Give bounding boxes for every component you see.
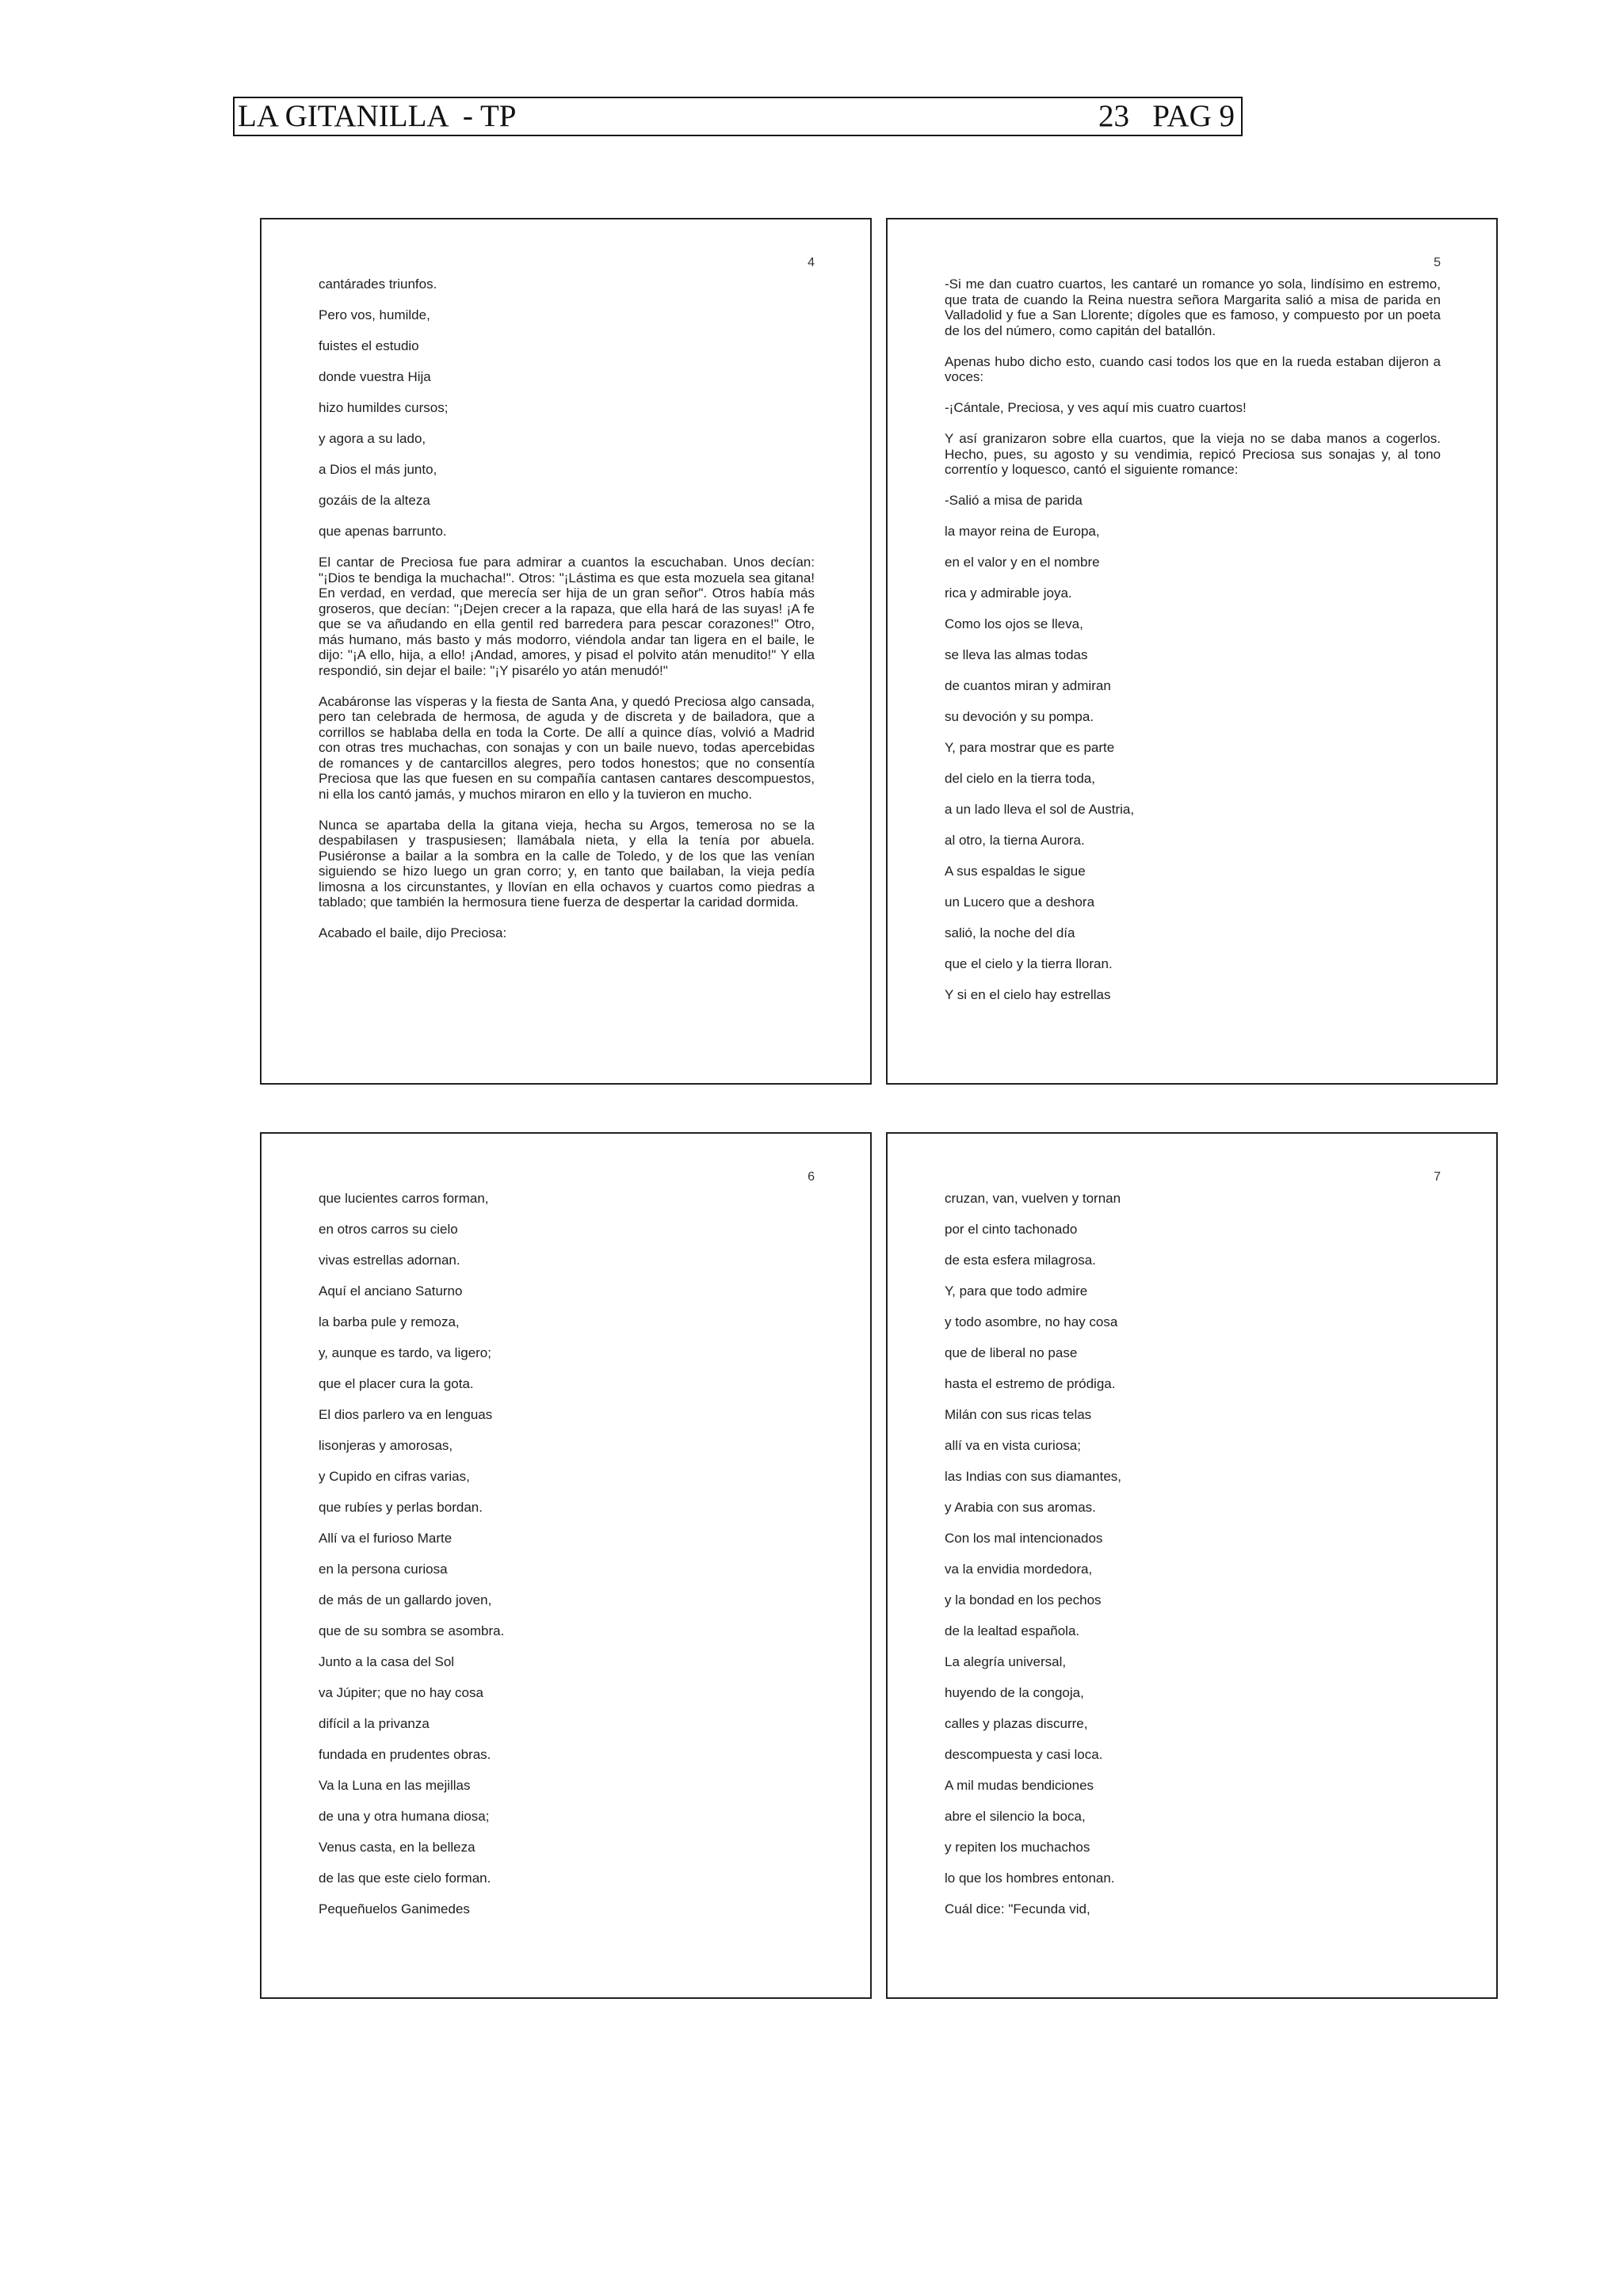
verse-line: en otros carros su cielo	[319, 1222, 458, 1237]
prose-paragraph: -¡Cántale, Preciosa, y ves aquí mis cuatro cuartos!	[945, 400, 1247, 415]
page-content	[945, 277, 1441, 1018]
verse-line: va Júpiter; que no hay cosa	[319, 1685, 483, 1700]
page-thumbnail-5	[886, 218, 1498, 1085]
verse-line: y Cupido en cifras varias,	[319, 1469, 470, 1484]
verse-line: y Arabia con sus aromas.	[945, 1500, 1096, 1515]
verse-line: hasta el estremo de pródiga.	[945, 1376, 1116, 1391]
prose-paragraph: Apenas hubo dicho esto, cuando casi todos los que en la rueda estaban dijeron a voces:	[945, 353, 1441, 384]
page-label: 23 PAG 9	[1098, 99, 1235, 133]
verse-line: al otro, la tierna Aurora.	[945, 833, 1085, 848]
verse-line: que de liberal no pase	[945, 1345, 1078, 1360]
verse-line: de más de un gallardo joven,	[319, 1592, 492, 1608]
page-number: 7	[1434, 1170, 1441, 1184]
verse-line: de las que este cielo forman.	[319, 1871, 491, 1886]
verse-line: cantárades triunfos.	[319, 277, 437, 292]
verse-line: de la lealtad española.	[945, 1623, 1080, 1638]
verse-line: va la envidia mordedora,	[945, 1562, 1093, 1577]
verse-line: lo que los hombres entonan.	[945, 1871, 1115, 1886]
verse-line: un Lucero que a deshora	[945, 894, 1095, 910]
prose-paragraph: -Si me dan cuatro cuartos, les cantaré un romance yo sola, lindísimo en estremo, que trata de cuando la Reina nuestra señora Margarita salió a misa de parida en Valladolid y fue a San Llorente; dígoles que es famoso, y compuesto por un poeta de los del número, como capitán del batallón.	[945, 277, 1441, 338]
verse-line: cruzan, van, vuelven y tornan	[945, 1191, 1121, 1206]
prose-paragraph: Acabado el baile, dijo Preciosa:	[319, 925, 507, 940]
header-box	[233, 97, 1243, 136]
prose-paragraph: Y así granizaron sobre ella cuartos, que la vieja no se daba manos a cogerlos. Hecho, pues, su agosto y su vendimia, repicó Preciosa sus sonajas y, al tono correntío y loquesco, cantó el siguiente romance:	[945, 431, 1441, 477]
verse-line: Cuál dice: "Fecunda vid,	[945, 1901, 1090, 1917]
verse-line: salió, la noche del día	[945, 925, 1075, 940]
verse-line: por el cinto tachonado	[945, 1222, 1078, 1237]
page-thumbnail-7	[886, 1132, 1498, 1999]
verse-line: huyendo de la congoja,	[945, 1685, 1084, 1700]
verse-line: y repiten los muchachos	[945, 1840, 1090, 1855]
verse-line: se lleva las almas todas	[945, 647, 1088, 662]
verse-line: de esta esfera milagrosa.	[945, 1253, 1096, 1268]
verse-line: lisonjeras y amorosas,	[319, 1438, 453, 1453]
verse-line: Allí va el furioso Marte	[319, 1531, 453, 1546]
verse-line: que el cielo y la tierra lloran.	[945, 956, 1113, 971]
verse-line: donde vuestra Hija	[319, 369, 431, 384]
verse-line: A mil mudas bendiciones	[945, 1778, 1094, 1793]
verse-line: fundada en prudentes obras.	[319, 1747, 491, 1762]
verse-line: y la bondad en los pechos	[945, 1592, 1102, 1608]
verse-line: allí va en vista curiosa;	[945, 1438, 1081, 1453]
verse-line: que apenas barrunto.	[319, 524, 447, 539]
verse-line: las Indias con sus diamantes,	[945, 1469, 1122, 1484]
verse-line: Pero vos, humilde,	[319, 307, 430, 322]
page-content	[945, 1191, 1441, 1932]
verse-line: del cielo en la tierra toda,	[945, 771, 1095, 786]
verse-line: difícil a la privanza	[319, 1716, 430, 1731]
verse-line: la mayor reina de Europa,	[945, 524, 1100, 539]
verse-line: hizo humildes cursos;	[319, 400, 449, 415]
verse-line: que el placer cura la gota.	[319, 1376, 474, 1391]
verse-line: que de su sombra se asombra.	[319, 1623, 505, 1638]
prose-paragraph: Acabáronse las vísperas y la fiesta de Santa Ana, y quedó Preciosa algo cansada, pero tan celebrada de hermosa, de aguda y de discreta y de bailadora, que a corrillos se hablaba della en toda la Corte. De allí a quince días, volvió a Madrid con otras tres muchachas, con sonajas y con un baile nuevo, todas apercebidas de romances y de cantarcillos alegres, pero todos honestos; que no consentía Preciosa que las que fuesen en su compañía cantasen cantares descompuestos, ni ella los cantó jamás, y muchos miraron en ello y la tuvieron en mucho.	[319, 693, 815, 802]
verse-line: Junto a la casa del Sol	[319, 1654, 455, 1669]
verse-line: Como los ojos se lleva,	[945, 616, 1083, 631]
document-title: LA GITANILLA - TP	[238, 99, 517, 133]
verse-line: y todo asombre, no hay cosa	[945, 1314, 1118, 1329]
verse-line: vivas estrellas adornan.	[319, 1253, 460, 1268]
verse-line: que rubíes y perlas bordan.	[319, 1500, 483, 1515]
verse-line: Venus casta, en la belleza	[319, 1840, 475, 1855]
verse-line: La alegría universal,	[945, 1654, 1067, 1669]
page-number: 6	[808, 1170, 815, 1184]
prose-paragraph: Nunca se apartaba della la gitana vieja, hecha su Argos, temerosa no se la despabilasen y traspusiesen; llamábala nieta, y ella la tenía por abuela. Pusiéronse a bailar a la sombra en la calle de Toledo, y de los que las venían siguiendo se hizo luego un gran corro; y, en tanto que bailaban, la vieja pedía limosna a los circunstantes, y llovían en ella ochavos y cuartos como piedras a tablado; que también la hermosura tiene fuerza de despertar la caridad dormida.	[319, 817, 815, 910]
verse-line: Milán con sus ricas telas	[945, 1407, 1092, 1422]
verse-line: gozáis de la alteza	[319, 493, 430, 508]
page-content	[319, 277, 815, 956]
verse-line: -Salió a misa de parida	[945, 493, 1083, 508]
page-number: 5	[1434, 256, 1441, 269]
verse-line: y agora a su lado,	[319, 431, 426, 446]
verse-line: Pequeñuelos Ganimedes	[319, 1901, 470, 1917]
verse-line: descompuesta y casi loca.	[945, 1747, 1103, 1762]
verse-line: A sus espaldas le sigue	[945, 864, 1086, 879]
verse-line: en el valor y en el nombre	[945, 555, 1100, 570]
verse-line: El dios parlero va en lenguas	[319, 1407, 493, 1422]
verse-line: Va la Luna en las mejillas	[319, 1778, 471, 1793]
verse-line: su devoción y su pompa.	[945, 709, 1094, 724]
verse-line: de una y otra humana diosa;	[319, 1809, 490, 1824]
verse-line: Con los mal intencionados	[945, 1531, 1103, 1546]
page-number: 4	[808, 256, 815, 269]
verse-line: calles y plazas discurre,	[945, 1716, 1088, 1731]
prose-paragraph: El cantar de Preciosa fue para admirar a cuantos la escuchaban. Unos decían: "¡Dios te bendiga la muchacha!". Otros: "¡Lástima es que esta mozuela sea gitana! En verdad, en verdad, que merecía ser hija de un gran señor". Otros había más groseros, que decían: "¡Dejen crecer a la rapaza, que ella hará de las suyas! ¡A fe que se va añudando en ella gentil red barredera para pescar corazones!" Otro, más humano, más basto y más modorro, viéndola andar tan ligera en el baile, le dijo: "¡A ello, hija, a ello! ¡Andad, amores, y pisad el polvito atán menudito!" Y ella respondió, sin dejar el baile: "¡Y pisarélo yo atán menudó!"	[319, 555, 815, 678]
verse-line: rica y admirable joya.	[945, 585, 1072, 601]
verse-line: Y, para que todo admire	[945, 1283, 1088, 1299]
page-thumbnail-6	[260, 1132, 872, 1999]
verse-line: la barba pule y remoza,	[319, 1314, 460, 1329]
verse-line: de cuantos miran y admiran	[945, 678, 1111, 693]
verse-line: en la persona curiosa	[319, 1562, 448, 1577]
page-thumbnail-4	[260, 218, 872, 1085]
verse-line: a Dios el más junto,	[319, 462, 437, 477]
verse-line: Aquí el anciano Saturno	[319, 1283, 463, 1299]
verse-line: fuistes el estudio	[319, 338, 419, 353]
verse-line: Y, para mostrar que es parte	[945, 740, 1115, 755]
page-content	[319, 1191, 815, 1932]
verse-line: que lucientes carros forman,	[319, 1191, 489, 1206]
verse-line: abre el silencio la boca,	[945, 1809, 1086, 1824]
verse-line: Y si en el cielo hay estrellas	[945, 987, 1111, 1002]
verse-line: a un lado lleva el sol de Austria,	[945, 802, 1135, 817]
verse-line: y, aunque es tardo, va ligero;	[319, 1345, 491, 1360]
